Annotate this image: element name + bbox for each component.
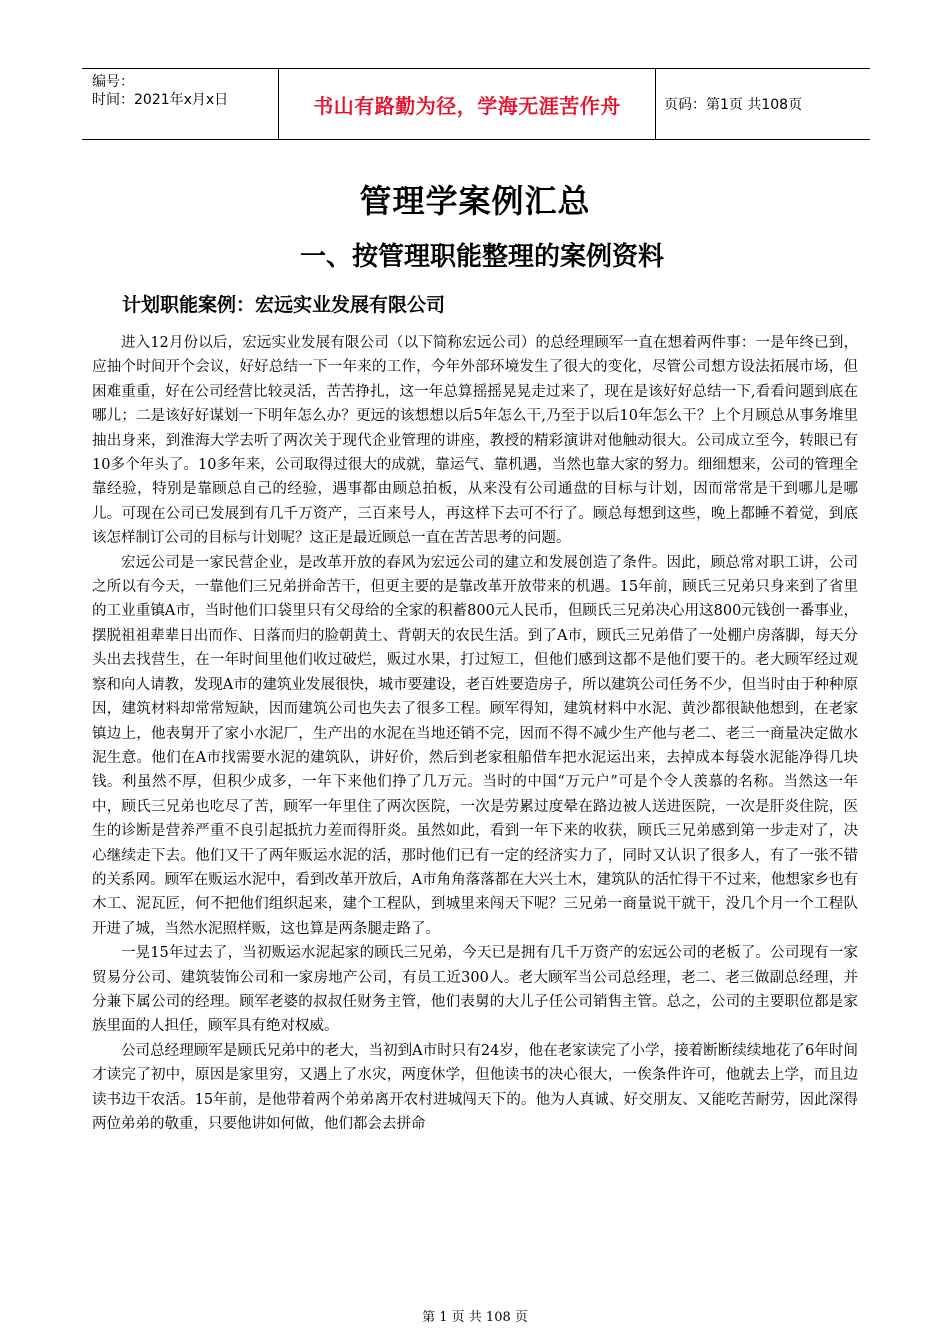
paragraph-3: 一晃15年过去了，当初贩运水泥起家的顾氏三兄弟，今天已是拥有几千万资产的宏远公司的老板了。公司现有一家贸易分公司、建筑装饰公司和一家房地产公司，有员工近300人。老大顾军当公司总经理，老二、老三做副总经理，并分兼下属公司的经理。顾军老婆的叔叔任财务主管，他们表舅的大儿子任公司销售主管。总之，公司的主要职位都是家族里面的人担任，顾军具有绝对权威。 bbox=[92, 945, 858, 1035]
page-footer: 第 1 页 共 108 页 bbox=[422, 1310, 528, 1325]
document-subtitle: 一、按管理职能整理的案例资料 bbox=[299, 242, 664, 272]
body-text bbox=[92, 331, 858, 1136]
paragraph-4: 公司总经理顾军是顾氏兄弟中的老大，当初到A市时只有24岁，他在老家读完了小学，接着断断续续地花了6年时间才读完了初中，原因是家里穷，又遇上了水灾，两度休学，但他读书的决心很大，一俟条件许可，他就去上学，而且边读书边干农活。15年前，是他带着两个弟弟离开农村进城闯天下的。他为人真诚、好交朋友、又能吃苦耐劳，因此深得两位弟弟的敬重，只要他讲如何做，他们都会去拼命 bbox=[92, 1042, 858, 1132]
document-title: 管理学案例汇总 bbox=[359, 182, 591, 220]
document-number-label: 编号： bbox=[92, 74, 134, 90]
header-page-info: 页码：第1页 共108页 bbox=[664, 97, 803, 113]
header-meta bbox=[92, 73, 270, 135]
header-motto: 书山有路勤为径，学海无涯苦作舟 bbox=[278, 69, 656, 139]
paragraph-2: 宏远公司是一家民营企业，是改革开放的春风为宏远公司的建立和发展创造了条件。因此，顾总常对职工讲，公司之所以有今天，一靠他们三兄弟拼命苦干，但更主要的是靠改革开放带来的机遇。15年前，顾氏三兄弟只身来到了省里的工业重镇A市，当时他们口袋里只有父母给的全家的积蓄800元人民币，但顾氏三兄弟决心用这800元钱创一番事业，摆脱祖祖辈辈日出而作、日落而归的脸朝黄土、背朝天的农民生活。到了A市，顾氏三兄弟借了一处棚户房落脚，每天分头出去找营生，在一年时间里他们收过破烂，贩过水果，打过短工，但他们感到这都不是他们要干的。老大顾军经过观察和向人请教，发现A市的建筑业发展很快，城市要建设，老百姓要造房子，所以建筑公司任务不少，但当时由于种种原因，建筑材料却常常短缺，因而建筑公司也失去了很多工程。顾军得知，建筑材料中水泥、黄沙都很缺他想到，在老家镇边上，他表舅开了家小水泥厂，生产出的水泥在当地还销不完，因而不得不减少生产他与老二、老三一商量决定做水泥生意。他们在A市找需要水泥的建筑队，讲好价，然后到老家租船借车把水泥运出来，去掉成本每袋水泥能净得几块钱。利虽然不厚，但积少成多，一年下来他们挣了几万元。当时的中国“万元户”可是个令人羡慕的名称。当然这一年中，顾氏三兄弟也吃尽了苦，顾军一年里住了两次医院，一次是劳累过度晕在路边被人送进医院，一次是肝炎住院，医生的诊断是营养严重不良引起抵抗力差而得肝炎。虽然如此，看到一年下来的收获，顾氏三兄弟感到第一步走对了，决心继续走下去。他们又干了两年贩运水泥的活，那时他们已有一定的经济实力了，同时又认识了很多人，有了一张不错的关系网。顾军在贩运水泥中，看到改革开放后，A市角角落落都在大兴土木，建筑队的活忙得干不过来，他想家乡也有木工、泥瓦匠，何不把他们组织起来，建个工程队，到城里来闯天下呢？三兄弟一商量说干就干，没几个月一个工程队开进了城，当然水泥照样贩，这也算是两条腿走路了。 bbox=[92, 554, 858, 937]
page-header bbox=[82, 68, 870, 140]
section-title: 计划职能案例：宏远实业发展有限公司 bbox=[122, 294, 446, 316]
paragraph-1: 进入12月份以后，宏远实业发展有限公司（以下简称宏远公司）的总经理顾军一直在想着两件事：一是年终已到，应抽个时间开个会议，好好总结一下一年来的工作，今年外部环境发生了很大的变化，尽管公司想方设法拓展市场，但困难重重，好在公司经营比较灵活，苦苦挣扎，这一年总算摇摇晃晃走过来了，现在是该好好总结一下,看看问题到底在哪儿；二是该好好谋划一下明年怎么办？更远的该想想以后5年怎么干,乃至于以后10年怎么干？上个月顾总从事务堆里抽出身来，到淮海大学去听了两次关于现代企业管理的讲座，教授的精彩演讲对他触动很大。公司成立至今，转眼已有10多个年头了。10多年来，公司取得过很大的成就，靠运气、靠机遇，当然也靠大家的努力。细细想来，公司的管理全靠经验，特别是靠顾总自己的经验，遇事都由顾总拍板，从来没有公司通盘的目标与计划，因而常常是干到哪儿是哪儿。可现在公司已发展到有几千万资产，三百来号人，再这样下去可不行了。顾总每想到这些，晚上都睡不着觉，到底该怎样制订公司的目标与计划呢？这正是最近顾总一直在苦苦思考的问题。 bbox=[92, 335, 858, 547]
document-time-label: 时间：2021年x月x日 bbox=[92, 92, 229, 108]
